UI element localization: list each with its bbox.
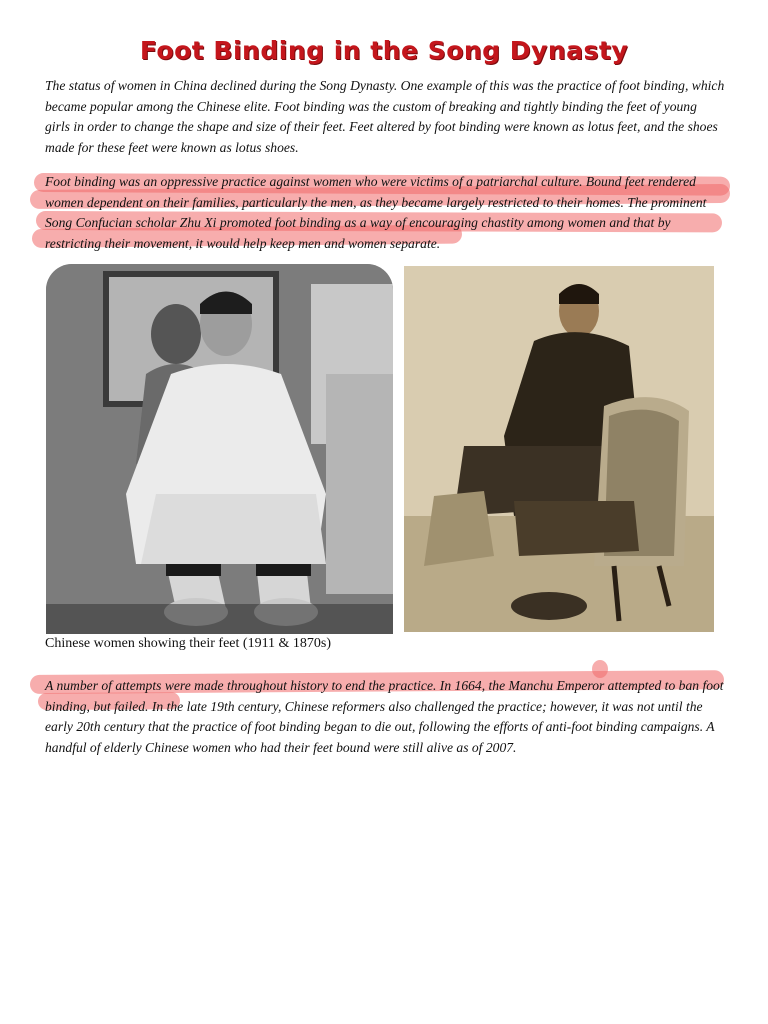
intro-paragraph: The status of women in China declined during the Song Dynasty. One example of this was the practice of foot binding, which became popular among the Chinese elite. Foot binding was the custom of breaking and tightly binding the feet of young girls in order to change the shape and size of their feet. Feet altered by foot binding were known as lotus feet, and the shoes made for these feet were known as lotus shoes. [45, 78, 725, 155]
photo-seated-woman-1870s [404, 266, 714, 632]
photo-seated-woman-1911 [46, 264, 393, 634]
ban-attempts-paragraph: A number of attempts were made throughout history to end the practice. In 1664, the Manchu Emperor attempted to ban foot binding, but failed. In the late 19th century, Chinese reformers also challenged the practice; however, it was not until the early 20th century that the practice of foot binding began to die out, following the efforts of anti-foot binding campaigns. A handful of elderly Chinese women who had their feet bound were still alive as of 2007. [45, 678, 724, 755]
photo-caption: Chinese women showing their feet (1911 & 1870s) [45, 636, 332, 651]
photo-seated-woman-1870s-illustration [404, 266, 714, 632]
page-title: Foot Binding in the Song Dynasty [139, 36, 629, 65]
oppression-paragraph: Foot binding was an oppressive practice against women who were victims of a patriarchal culture. Bound feet rendered women dependent on their families, particularly the men, as they became largely restricted to their homes. The prominent Song Confucian scholar Zhu Xi promoted foot binding as a way of encouraging chastity among women and that by restricting their movement, it would help keep men and women separate. [45, 174, 707, 251]
photo-seated-woman-1911-illustration [46, 264, 393, 634]
